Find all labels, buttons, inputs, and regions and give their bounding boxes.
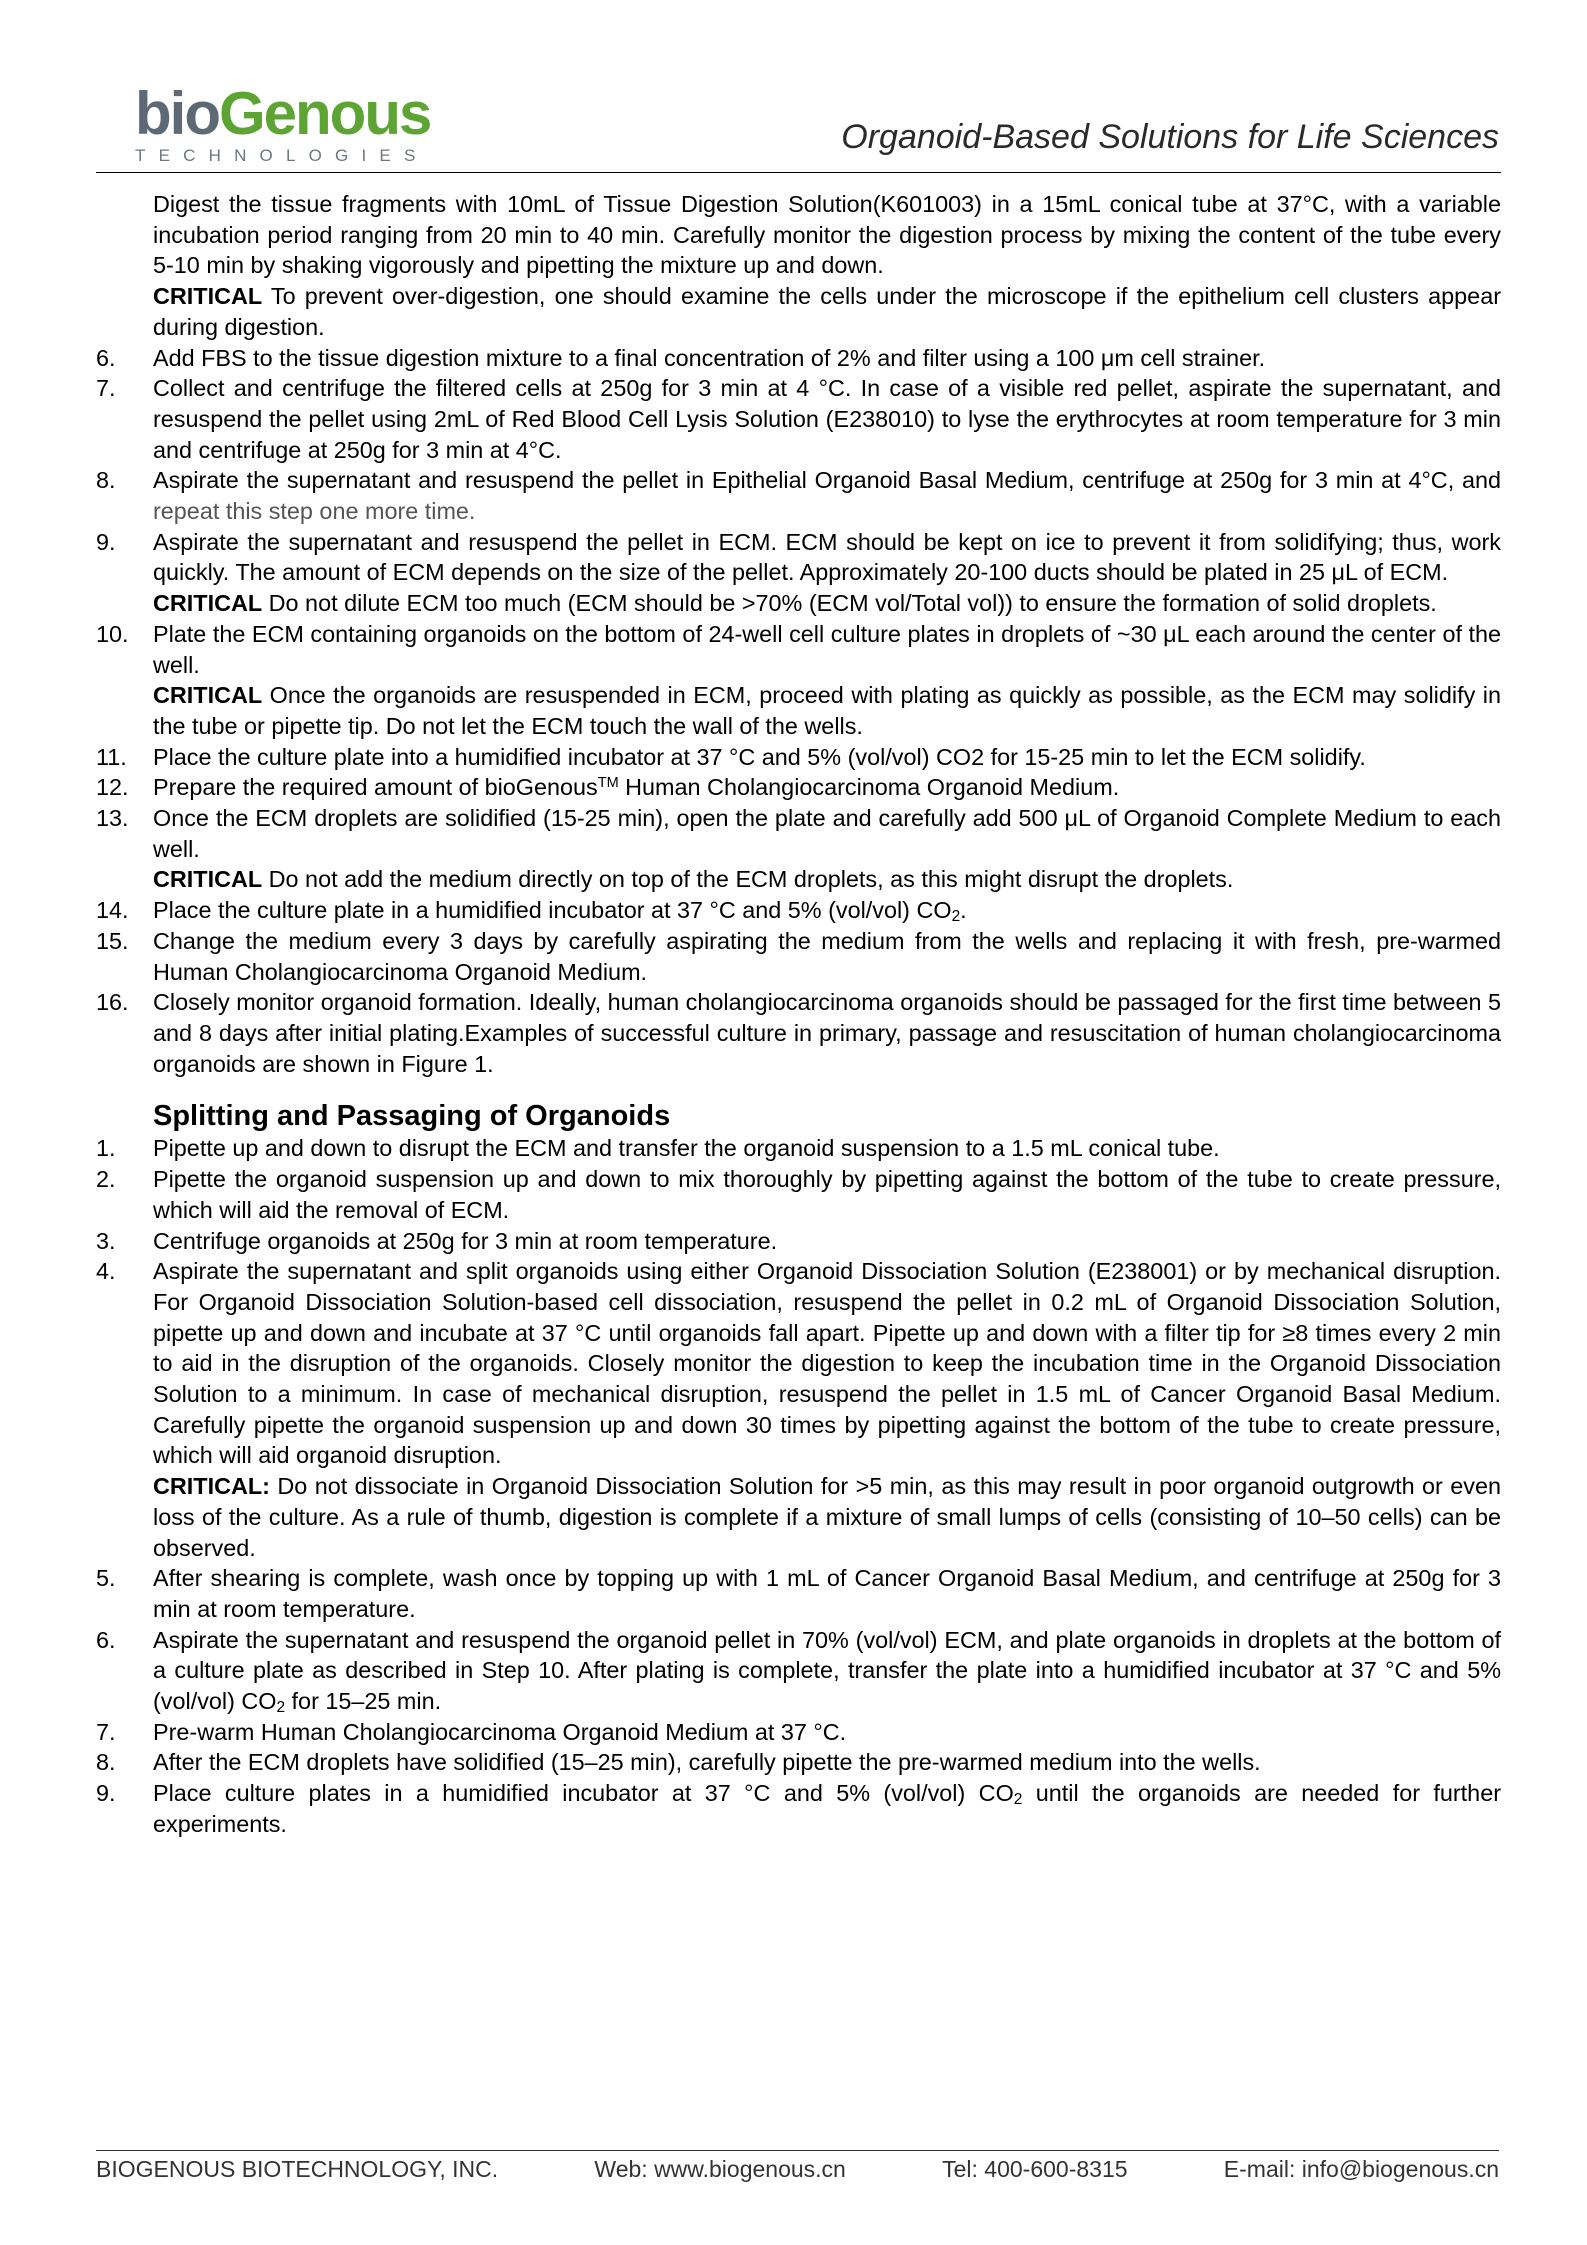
step-text-part: Pre-warm Human Cholangiocarcinoma Organoid Medium at 37 °C. bbox=[153, 1718, 847, 1745]
step-text bbox=[153, 1133, 1501, 1164]
step-text-part: Aspirate the supernatant and resuspend the pellet in Epithelial Organoid Basal Medium, centrifuge at 250g for 3 min at 4°C, and bbox=[153, 467, 1501, 494]
step-text bbox=[153, 1778, 1501, 1839]
list-item bbox=[96, 527, 1501, 619]
step-text-part: Place the culture plate into a humidified incubator at 37 °C and 5% (vol/vol) CO2 for 15-25 min to let the ECM solidify. bbox=[153, 743, 1366, 770]
superscript: TM bbox=[597, 775, 619, 792]
step-number: 9. bbox=[96, 528, 116, 555]
step-text bbox=[153, 803, 1501, 895]
list-item bbox=[96, 465, 1501, 526]
step-text bbox=[153, 1256, 1501, 1563]
step-number: 6. bbox=[96, 1626, 116, 1653]
step-text-part: Plate the ECM containing organoids on the bottom of 24-well cell culture plates in droplets of ~30 μL each around the center of the well. bbox=[153, 620, 1501, 678]
critical-text: Do not dissociate in Organoid Dissociation Solution for >5 min, as this may result in poor organoid outgrowth or even loss of the culture. As a rule of thumb, digestion is complete if a mixture of small lumps of cells (consisting of 10–50 cells) can be observed. bbox=[153, 1473, 1501, 1561]
step-text bbox=[153, 373, 1501, 465]
step-text-part: After shearing is complete, wash once by topping up with 1 mL of Cancer Organoid Basal Medium, and centrifuge at 250g for 3 min at room temperature. bbox=[153, 1565, 1501, 1622]
step-text-part: Place the culture plate in a humidified incubator at 37 °C and 5% (vol/vol) CO bbox=[153, 897, 952, 924]
list-item bbox=[96, 373, 1501, 465]
step-number: 1. bbox=[96, 1135, 116, 1162]
list-item bbox=[96, 1625, 1501, 1717]
list-item bbox=[96, 1256, 1501, 1563]
step-text-part: After the ECM droplets have solidified (15–25 min), carefully pipette the pre-warmed medium into the wells. bbox=[153, 1749, 1261, 1776]
header-tagline: Organoid-Based Solutions for Life Sciences bbox=[841, 118, 1499, 156]
list-item bbox=[96, 619, 1501, 742]
step-text bbox=[153, 772, 1501, 803]
critical-text: Do not dilute ECM too much (ECM should be >70% (ECM vol/Total vol)) to ensure the formation of solid droplets. bbox=[262, 590, 1437, 617]
step-number: 13. bbox=[96, 805, 129, 832]
list-item bbox=[96, 803, 1501, 895]
step-text-part: Human Cholangiocarcinoma Organoid Medium. bbox=[618, 774, 1120, 801]
step-text-part: for 15–25 min. bbox=[285, 1688, 442, 1715]
step-text-part: Collect and centrifuge the filtered cells at 250g for 3 min at 4 °C. In case of a visible red pellet, aspirate the supernatant, and resuspend the pellet using 2mL of Red Blood Cell Lysis Solution (E238010) to lyse the erythrocytes at room temperature for 3 min and centrifuge at 250g for 3 min at 4°C. bbox=[153, 375, 1501, 463]
step-text-part: Change the medium every 3 days by carefully aspirating the medium from the wells and replacing it with fresh, pre-warmed Human Cholangiocarcinoma Organoid Medium. bbox=[153, 927, 1501, 985]
critical-text: Do not add the medium directly on top of the ECM droplets, as this might disrupt the droplets. bbox=[262, 866, 1234, 893]
step-text-part: Place culture plates in a humidified incubator at 37 °C and 5% (vol/vol) CO bbox=[153, 1780, 1014, 1807]
list-item bbox=[96, 987, 1501, 1079]
critical-label: CRITICAL bbox=[153, 866, 263, 893]
step-text bbox=[153, 1625, 1501, 1717]
footer-tel: Tel: 400-600-8315 bbox=[942, 2156, 1128, 2182]
critical-label: CRITICAL bbox=[153, 590, 263, 617]
step-text bbox=[153, 1717, 1501, 1748]
step-number: 5. bbox=[96, 1565, 116, 1592]
step-text bbox=[153, 1226, 1501, 1257]
company-logo bbox=[135, 80, 455, 174]
list-item bbox=[96, 1717, 1501, 1748]
intro-paragraph bbox=[153, 189, 1501, 343]
step-number: 15. bbox=[96, 927, 129, 954]
step-text-part: Pipette up and down to disrupt the ECM and transfer the organoid suspension to a 1.5 mL conical tube. bbox=[153, 1135, 1220, 1162]
document-body bbox=[96, 189, 1501, 1840]
step-text bbox=[153, 987, 1501, 1079]
passaging-steps-list bbox=[96, 1133, 1501, 1839]
section-heading: Splitting and Passaging of Organoids bbox=[153, 1100, 671, 1133]
step-number: 10. bbox=[96, 620, 129, 647]
footer-web: Web: www.biogenous.cn bbox=[594, 2156, 846, 2182]
list-item bbox=[96, 1563, 1501, 1624]
subscript: 2 bbox=[276, 1699, 286, 1717]
step-number: 7. bbox=[96, 1718, 116, 1745]
step-text bbox=[153, 343, 1501, 374]
step-number: 14. bbox=[96, 897, 129, 924]
critical-label: CRITICAL bbox=[153, 682, 263, 709]
list-item bbox=[96, 343, 1501, 374]
step-number: 12. bbox=[96, 774, 129, 801]
step-text-part: . bbox=[960, 897, 967, 924]
step-number: 9. bbox=[96, 1780, 116, 1807]
list-item bbox=[96, 1778, 1501, 1839]
list-item bbox=[96, 1747, 1501, 1778]
step-text-part: Closely monitor organoid formation. Ideally, human cholangiocarcinoma organoids should be passaged for the first time between 5 and 8 days after initial plating.Examples of successful culture in primary, passage and resuscitation of human cholangiocarcinoma organoids are shown in Figure 1. bbox=[153, 989, 1501, 1077]
step-text bbox=[153, 1563, 1501, 1624]
step-number: 3. bbox=[96, 1227, 116, 1254]
critical-text: To prevent over-digestion, one should examine the cells under the microscope if the epithelium cell clusters appear during digestion. bbox=[153, 283, 1501, 340]
logo-subtitle: TECHNOLOGIES bbox=[135, 146, 429, 165]
step-text bbox=[153, 926, 1501, 987]
step-text-part: Once the ECM droplets are solidified (15-25 min), open the plate and carefully add 500 μL of Organoid Complete Medium to each well. bbox=[153, 805, 1501, 862]
step-text-part: Prepare the required amount of bioGenous bbox=[153, 774, 598, 801]
step-text-part: Aspirate the supernatant and resuspend the pellet in ECM. ECM should be kept on ice to prevent it from solidifying; thus, work quickly. The amount of ECM depends on the size of the pellet. Approximately 20-100 ducts should be plated in 25 μL of ECM. bbox=[153, 528, 1501, 586]
step-text-part: until the organoids are needed for further experiments. bbox=[153, 1780, 1501, 1837]
step-text bbox=[153, 742, 1501, 773]
footer-company: BIOGENOUS BIOTECHNOLOGY, INC. bbox=[96, 2156, 499, 2182]
logo-bio-text: bio bbox=[135, 80, 219, 147]
subscript: 2 bbox=[951, 908, 961, 926]
list-item bbox=[96, 1164, 1501, 1225]
protocol-steps-list bbox=[96, 343, 1501, 1080]
step-number: 16. bbox=[96, 989, 129, 1016]
list-item bbox=[96, 1133, 1501, 1164]
step-number: 8. bbox=[96, 467, 116, 494]
step-text bbox=[153, 1747, 1501, 1778]
header-divider bbox=[96, 172, 1501, 173]
critical-text: Once the organoids are resuspended in ECM, proceed with plating as quickly as possible, as the ECM may solidify in the tube or pipette tip. Do not let the ECM touch the wall of the wells. bbox=[153, 682, 1501, 739]
step-text-part: Pipette the organoid suspension up and down to mix thoroughly by pipetting against the bottom of the tube to create pressure, which will aid the removal of ECM. bbox=[153, 1166, 1501, 1223]
subscript: 2 bbox=[1013, 1791, 1023, 1809]
step-number: 11. bbox=[96, 743, 127, 770]
step-text bbox=[153, 465, 1501, 526]
step-text-note: repeat this step one more time. bbox=[153, 498, 476, 525]
step-text bbox=[153, 527, 1501, 619]
step-text bbox=[153, 619, 1501, 742]
step-number: 8. bbox=[96, 1749, 116, 1776]
logo-genous-text: Genous bbox=[218, 80, 431, 147]
critical-label: CRITICAL: bbox=[153, 1473, 270, 1500]
footer bbox=[96, 2156, 1499, 2183]
step-text bbox=[153, 1164, 1501, 1225]
step-number: 2. bbox=[96, 1166, 116, 1193]
step-text-part: Centrifuge organoids at 250g for 3 min at room temperature. bbox=[153, 1227, 778, 1254]
step-number: 6. bbox=[96, 344, 116, 371]
step-number: 7. bbox=[96, 375, 116, 402]
footer-divider bbox=[96, 2150, 1499, 2151]
list-item bbox=[96, 895, 1501, 926]
list-item bbox=[96, 742, 1501, 773]
critical-label: CRITICAL bbox=[153, 283, 263, 310]
list-item bbox=[96, 926, 1501, 987]
intro-text: Digest the tissue fragments with 10mL of Tissue Digestion Solution(K601003) in a 15mL conical tube at 37°C, with a variable incubation period ranging from 20 min to 40 min. Carefully monitor the digestion process by mixing the content of the tube every 5-10 min by shaking vigorously and pipetting the mixture up and down. bbox=[153, 191, 1501, 279]
logo-wordmark bbox=[135, 80, 455, 147]
step-text bbox=[153, 895, 1501, 926]
step-text-part: Add FBS to the tissue digestion mixture to a final concentration of 2% and filter using a 100 μm cell strainer. bbox=[153, 344, 1266, 371]
step-number: 4. bbox=[96, 1258, 116, 1285]
step-text-part: Aspirate the supernatant and split organoids using either Organoid Dissociation Solution (E238001) or by mechanical disruption. For Organoid Dissociation Solution-based cell dissociation, resuspend the pellet in 0.2 mL of Organoid Dissociation Solution, pipette up and down and incubate at 37 °C until organoids fall apart. Pipette up and down with a filter tip for ≥8 times every 2 min to aid in the disruption of the organoids. Closely monitor the digestion to keep the incubation time in the Organoid Dissociation Solution to a minimum. In case of mechanical disruption, resuspend the pellet in 1.5 mL of Cancer Organoid Basal Medium. Carefully pipette the organoid suspension up and down 30 times by pipetting against the bottom of the tube to create pressure, which will aid organoid disruption. bbox=[153, 1258, 1501, 1469]
footer-email: E-mail: info@biogenous.cn bbox=[1223, 2156, 1499, 2182]
step-text-part: Aspirate the supernatant and resuspend the organoid pellet in 70% (vol/vol) ECM, and plate organoids in droplets at the bottom of a culture plate as described in Step 10. After plating is complete, transfer the plate into a humidified incubator at 37 °C and 5% (vol/vol) CO bbox=[153, 1626, 1501, 1715]
list-item bbox=[96, 1226, 1501, 1257]
list-item bbox=[96, 772, 1501, 803]
